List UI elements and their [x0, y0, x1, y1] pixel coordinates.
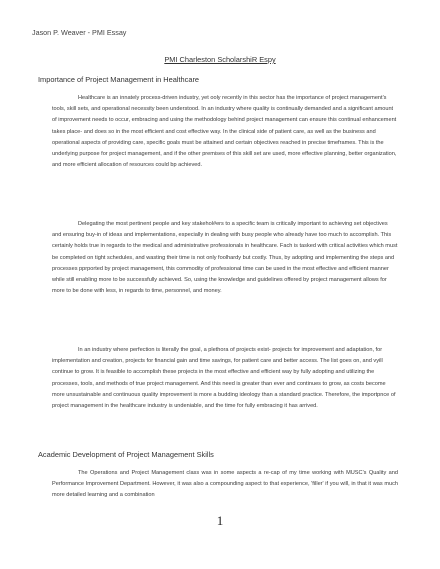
paragraph-importance-2: Delegating the most pertinent people and key stakehol#ers to a specific team is critically important to achieving set objectives and ensuring buy-in of ideas and implementations, especially in dealing with busy people who already have too much to accomplish. This certainly holds true in regards to the medical and administrative professionals in healthcare. Fach is tasked with critical activities which must be completed on tight schedules, and wasting their time is not only foolhardy but costly. Thus, by adopting and implementing the steps and processes pprported by project management, this commodity of professional time can be used in the most effective and efficient manner while still enabling more to be successfully achieved. So, using the knowledge and guidelines offered by project management allows for more to be done with less, in regards to time, personnel, and money.	[52, 221, 398, 295]
paragraph-academic-1: The Operations and Project Management class was in some aspects a re-cap of my time working with MUSC's Quality and Performance Improvement Department. However, it was also a compounding aspect to that experience, 'filler' if you will, in that it was much more detailed learning and a combination	[52, 470, 398, 499]
section-heading-academic: Academic Development of Project Management Skills	[38, 450, 214, 459]
section-heading-importance: Importance of Project Management in Healthcare	[38, 75, 200, 84]
page-number: 1	[216, 513, 224, 528]
author-header: Jason P. Weaver - PMI Essay	[32, 28, 127, 37]
paragraph-importance-3: In an industry where perfection is literally the goal, a plethora of projects exist- projects for improvement and adaptation, for implementation and creation, projects for financial gain and time savings, for patient care and better access. The list goes on, and vyill continue to grow. It is feasible to accomplish these projects in the most effective and efficient way by fully adopting and utilizing the processes, tools, and methods of true project management. And this need is greater than ever and continues to grow, as costs become more unsustainable and continuous quality improvement is more a budding ideology than a standard practice. Therefore, the importpnce of project management in the healthcare industry is undeniable, and the time for fully embracing it has arrived.	[52, 347, 396, 410]
paragraph-importance-1: Healthcare is an innately process-driven industry, yet ooly recently in this sector has the importance of project management's tools, skill sets, and operational necessity been understood. In an industry where quality is continually demanded and a significant amount of improvement needs to occur, embracing and using the methodology behind project management can ensure this continual enhancement takes place- and does so in the most efficient and cost effective way. In the clinical side of patient care, as well as the business and operational aspects of providing care, specific goals must be attained and certain objectives reached in precise timeframes. This is the underlying purpose for project management, and if the other premises of this skill set are used, more effective planning, better organization, and more efficient allocation of resources could bp achieved.	[52, 95, 397, 169]
essay-title: PMI Charleston ScholarshiR Espy	[164, 55, 276, 64]
